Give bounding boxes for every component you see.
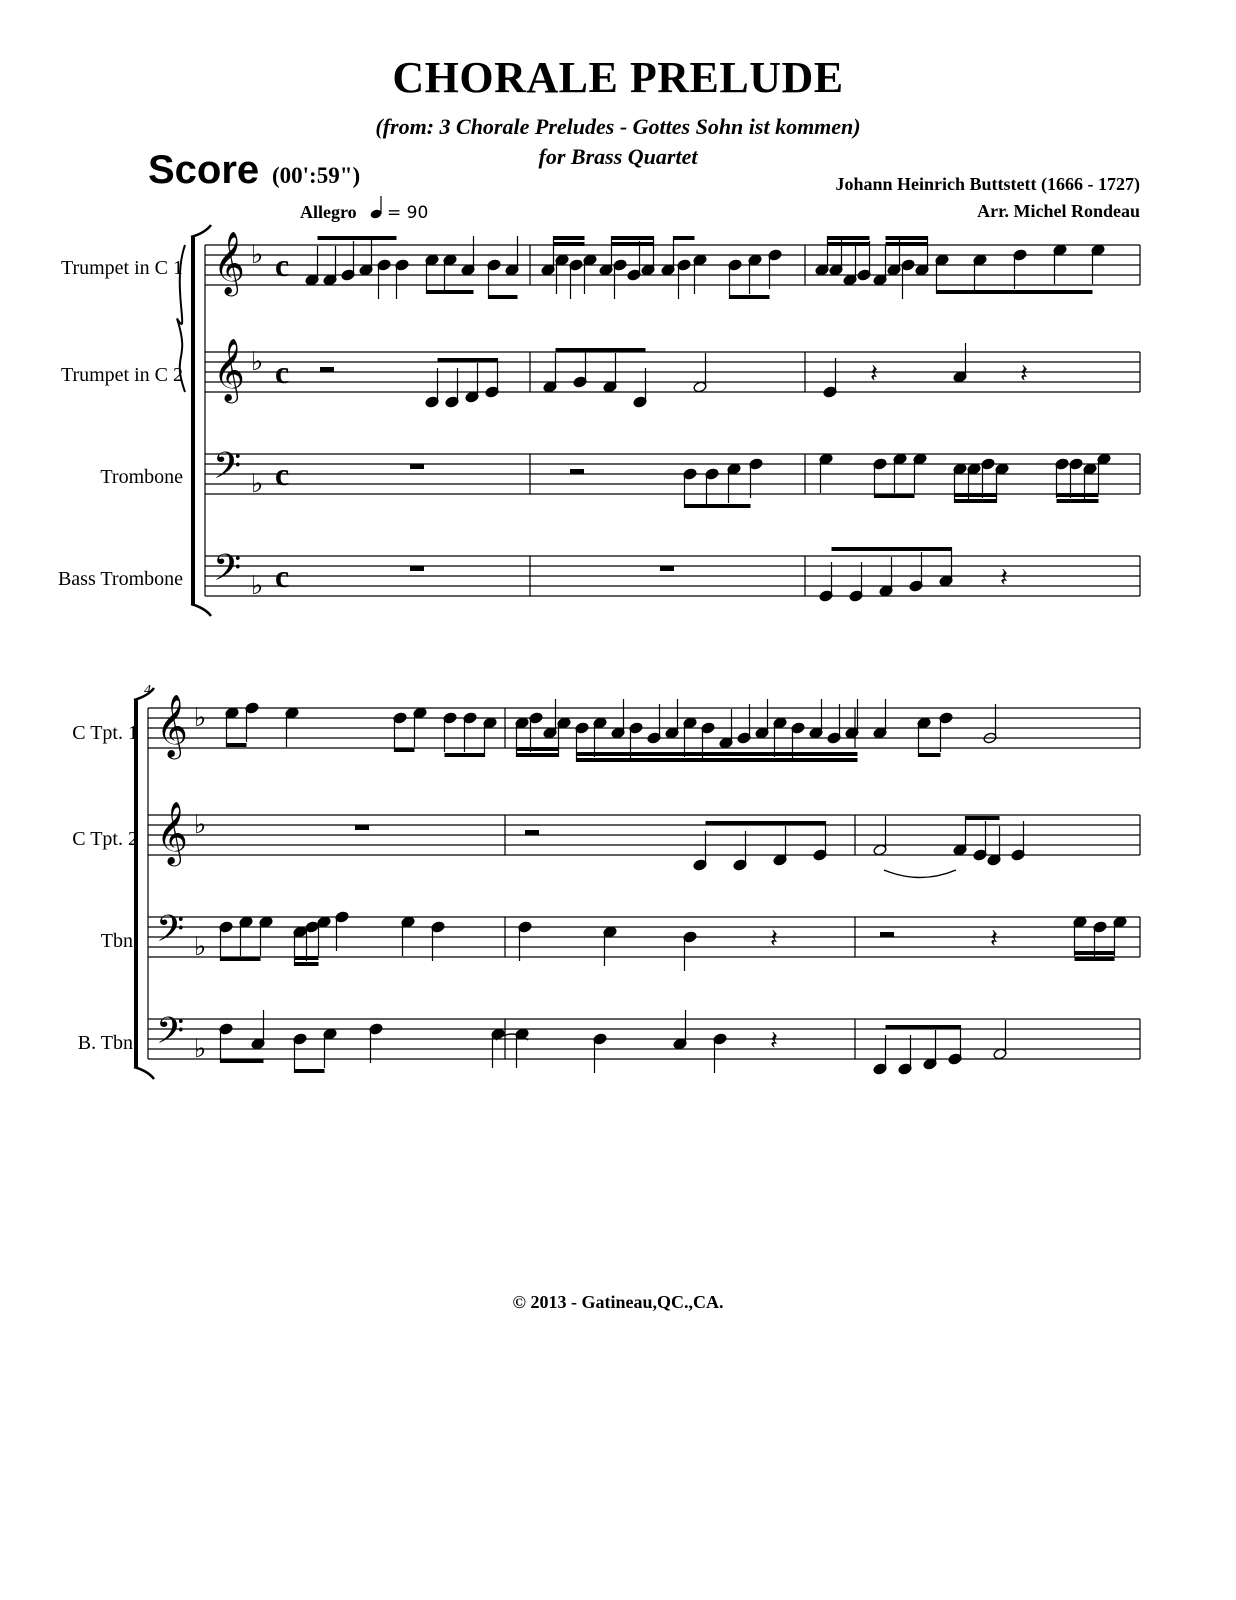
composer-text: Johann Heinrich Buttstett (1666 - 1727): [835, 174, 1140, 194]
quarter-rest-icon: 𝄽: [990, 924, 998, 954]
musical-glyphs: [156, 231, 289, 1064]
note-beam: [556, 348, 646, 352]
note-beam: [919, 753, 941, 757]
tempo-value: = 90: [387, 203, 429, 223]
flat-icon: ♭: [251, 571, 264, 601]
bass-clef-icon: 𝄢: [156, 1010, 185, 1061]
treble-clef-icon: 𝄞: [156, 694, 188, 757]
bass-clef-icon: 𝄢: [156, 908, 185, 959]
flat-icon: ♭: [251, 347, 264, 377]
note-beam: [577, 758, 858, 762]
note-beam: [886, 242, 928, 246]
note-beam: [612, 242, 654, 246]
whole-rest-icon: [355, 825, 369, 830]
quarter-rest-icon: 𝄽: [870, 359, 878, 389]
quarter-rest-icon: 𝄽: [770, 924, 778, 954]
note-beam: [706, 821, 826, 825]
note-beam: [685, 504, 751, 508]
common-time-icon: c: [275, 247, 290, 283]
copyright-text: © 2013 - Gatineau,QC.,CA.: [512, 1292, 724, 1312]
duration-text: (00':59"): [272, 163, 361, 188]
note-beam: [517, 747, 559, 751]
note-beam: [886, 236, 928, 240]
note-beam: [395, 748, 415, 752]
note-beam: [955, 499, 997, 503]
instrument-label-trumpet-1: Trumpet in C 1: [60, 257, 183, 279]
flat-icon: ♭: [194, 932, 207, 962]
note-beam: [612, 236, 654, 240]
note-beam: [886, 1025, 961, 1029]
quarter-rest-icon: 𝄽: [770, 1026, 778, 1056]
note-beam: [295, 956, 319, 960]
brace: [177, 245, 185, 392]
measure-number: 4: [144, 683, 151, 698]
bass-clef-icon: 𝄢: [213, 445, 242, 496]
quarter-rest-icon: 𝄽: [1000, 563, 1008, 593]
note-beam: [937, 290, 1093, 294]
note-beam: [427, 290, 474, 294]
note-beam: [1057, 493, 1099, 497]
note-beam: [730, 295, 770, 299]
note-beam: [221, 1059, 264, 1063]
note-beam: [554, 236, 585, 240]
note-beam: [828, 236, 870, 240]
instrument-label-tbn: Tbn.: [100, 930, 138, 952]
half-rest-icon: [570, 469, 584, 474]
note-beam: [445, 753, 485, 757]
half-rest-icon: [320, 367, 334, 372]
note-beam: [1075, 957, 1115, 961]
bracket-hook: [134, 1067, 154, 1079]
score-subtitle: (from: 3 Chorale Preludes - Gottes Sohn ist kommen): [375, 114, 861, 139]
quarter-rest-icon: 𝄽: [1020, 359, 1028, 389]
bracket-hook: [191, 225, 211, 237]
note-beam: [295, 1069, 325, 1073]
tie: [884, 870, 956, 878]
instrument-label-trombone: Trombone: [100, 466, 183, 488]
bracket-hook: [134, 688, 154, 700]
flat-icon: ♭: [194, 810, 207, 840]
bracket-hook: [191, 604, 211, 616]
common-time-icon: c: [275, 558, 290, 594]
treble-clef-icon: 𝄞: [213, 338, 245, 401]
common-time-icon: c: [275, 456, 290, 492]
note-beam: [1057, 499, 1099, 503]
arranger-text: Arr. Michel Rondeau: [977, 201, 1140, 221]
note-beam: [832, 547, 952, 551]
note-beam: [295, 962, 319, 966]
instrument-label-b-tbn: B. Tbn.: [77, 1032, 138, 1054]
instrument-label-c-tpt-2: C Tpt. 2: [72, 828, 138, 850]
note-beam: [438, 358, 498, 362]
note-beam: [955, 493, 997, 497]
notes: [219, 196, 1127, 1075]
flat-icon: ♭: [194, 1034, 207, 1064]
half-rest-icon: [880, 932, 894, 937]
note-beam: [828, 242, 870, 246]
half-rest-icon: [525, 830, 539, 835]
note-beam: [554, 242, 585, 246]
instrument-label-c-tpt-1: C Tpt. 1: [72, 722, 138, 744]
note-beam: [674, 236, 695, 240]
note-beam: [517, 753, 559, 757]
note-beam: [318, 236, 397, 240]
ensemble-text: for Brass Quartet: [538, 144, 698, 169]
score-title: CHORALE PRELUDE: [392, 53, 844, 102]
treble-clef-icon: 𝄞: [156, 801, 188, 864]
note-beam: [489, 295, 518, 299]
score-label: Score: [148, 148, 260, 192]
flat-icon: ♭: [194, 703, 207, 733]
treble-clef-icon: 𝄞: [213, 231, 245, 294]
tempo-marking: Allegro: [300, 202, 357, 222]
note-beam: [227, 743, 247, 747]
note-beam: [221, 957, 261, 961]
flat-icon: ♭: [251, 240, 264, 270]
note-beam: [966, 816, 1000, 820]
instrument-label-bass-trombone: Bass Trombone: [57, 568, 183, 590]
instrument-label-trumpet-2: Trumpet in C 2: [60, 364, 183, 386]
common-time-icon: c: [275, 354, 290, 390]
whole-rest-icon: [410, 566, 424, 571]
bass-clef-icon: 𝄢: [213, 547, 242, 598]
whole-rest-icon: [660, 566, 674, 571]
note-beam: [875, 494, 915, 498]
note-beam: [577, 752, 858, 756]
whole-rest-icon: [410, 464, 424, 469]
note-beam: [1075, 951, 1115, 955]
flat-icon: ♭: [251, 469, 264, 499]
